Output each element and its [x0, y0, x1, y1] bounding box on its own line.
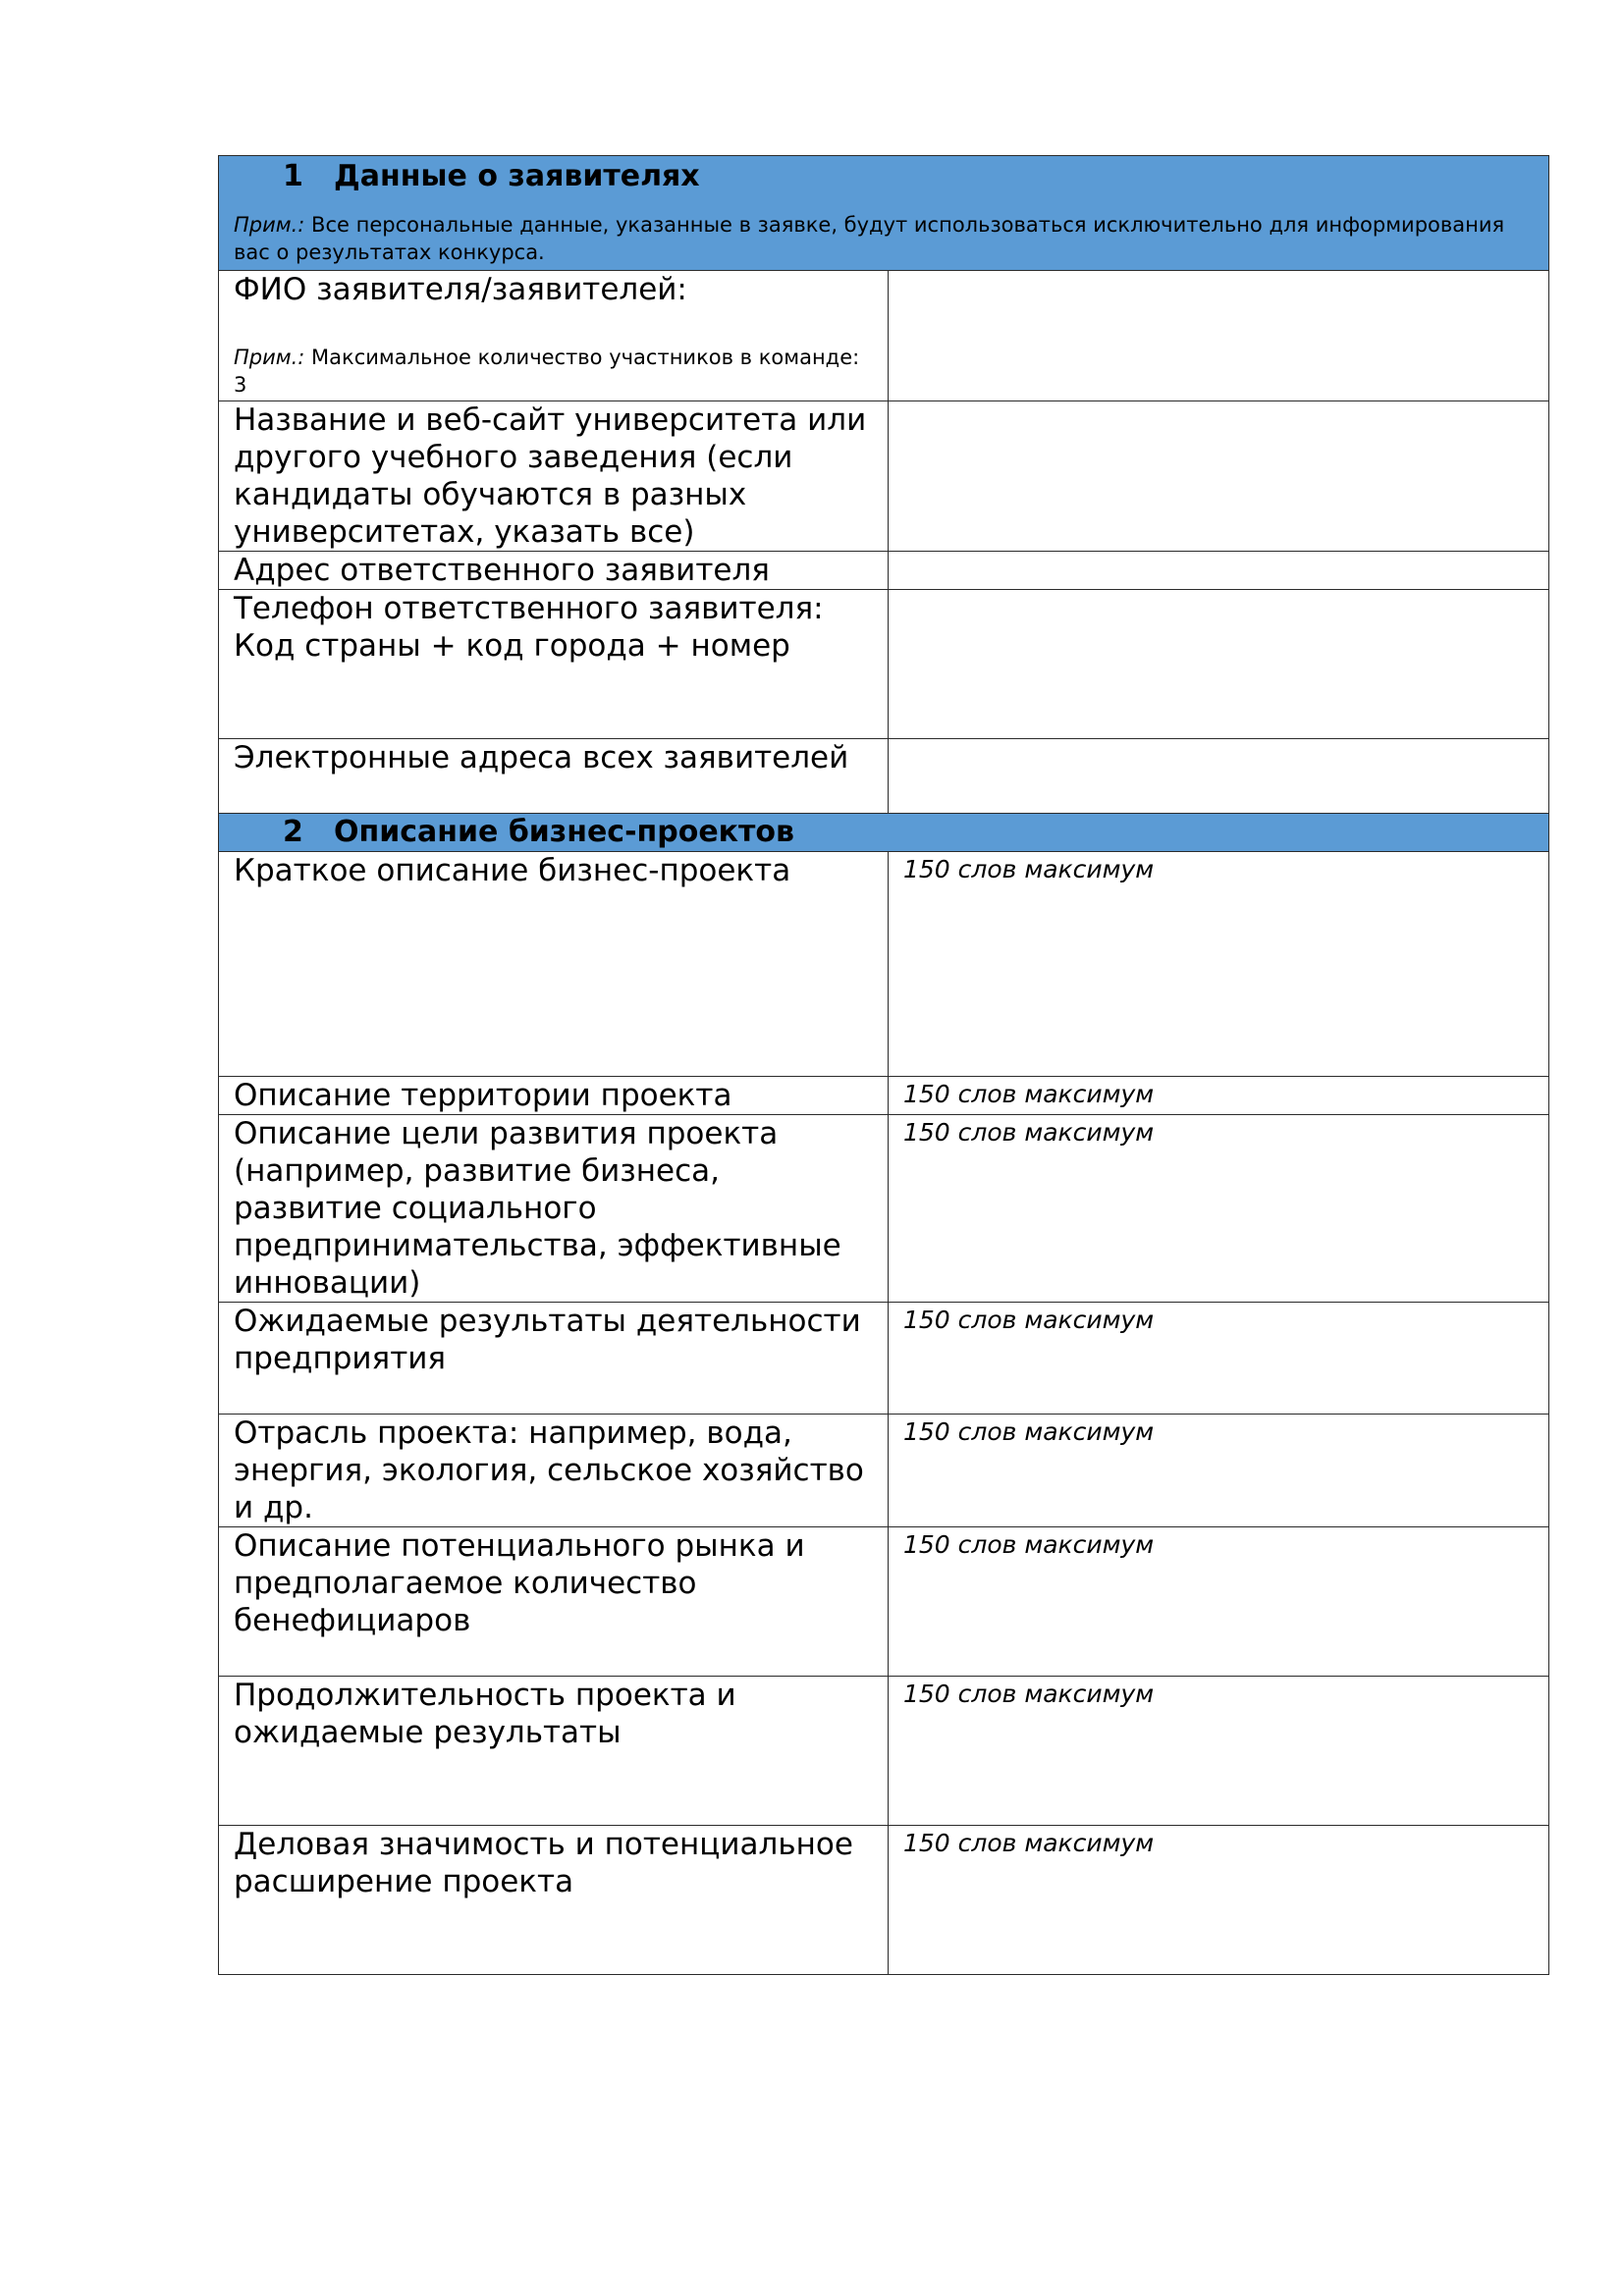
university-value-cell[interactable] [889, 401, 1549, 552]
applicant-names-note-prefix: Прим.: [234, 346, 305, 369]
section-2-title [234, 814, 1534, 851]
applicant-names-note [234, 344, 873, 399]
phone-label-cell [219, 590, 889, 739]
university-row [219, 401, 1549, 552]
emails-label: Электронные адреса всех заявителей [234, 740, 849, 775]
section-2-header-cell [219, 814, 1549, 852]
section-1-note-text: Все персональные данные, указанные в заявке, будут использоваться исключительно для информирования вас о результатах конкурса. [234, 213, 1505, 264]
emails-value-cell[interactable] [889, 739, 1549, 814]
project-duration-label: Продолжительность проекта и ожидаемые результаты [234, 1678, 736, 1750]
applicant-names-value-cell[interactable] [889, 271, 1549, 401]
project-goal-value-cell[interactable] [889, 1115, 1549, 1303]
expected-results-row [219, 1303, 1549, 1415]
potential-market-value-cell[interactable] [889, 1527, 1549, 1677]
project-goal-label: Описание цели развития проекта (например, развитие бизнеса, развитие социального предпринимательства, эффективные инновации) [234, 1116, 841, 1301]
project-duration-hint: 150 слов максимум [903, 1680, 1155, 1708]
business-significance-row [219, 1826, 1549, 1975]
potential-market-hint: 150 слов максимум [903, 1530, 1155, 1559]
project-goal-row [219, 1115, 1549, 1303]
business-significance-label: Деловая значимость и потенциальное расширение проекта [234, 1827, 853, 1899]
expected-results-hint: 150 слов максимум [903, 1306, 1155, 1334]
project-summary-row [219, 852, 1549, 1077]
business-significance-label-cell [219, 1826, 889, 1975]
section-1-header-cell [219, 156, 1549, 271]
section-2-number: 2 [283, 815, 303, 849]
project-territory-value-cell[interactable] [889, 1077, 1549, 1115]
project-summary-label-cell [219, 852, 889, 1077]
address-label-cell [219, 552, 889, 590]
phone-row [219, 590, 1549, 739]
potential-market-label: Описание потенциального рынка и предполагаемое количество бенефициаров [234, 1528, 805, 1638]
expected-results-label-cell [219, 1303, 889, 1415]
address-row [219, 552, 1549, 590]
emails-label-cell [219, 739, 889, 814]
section-1-title-text: Данные о заявителях [334, 159, 700, 193]
project-summary-hint: 150 слов максимум [903, 855, 1155, 883]
address-label: Адрес ответственного заявителя [234, 553, 770, 588]
section-1-note [234, 211, 1534, 266]
section-1-number: 1 [283, 159, 303, 193]
project-duration-value-cell[interactable] [889, 1677, 1549, 1826]
phone-label: Телефон ответственного заявителя: Код страны + код города + номер [234, 591, 824, 664]
project-summary-label: Краткое описание бизнес-проекта [234, 853, 791, 888]
section-2-header [219, 814, 1549, 852]
application-form-table [218, 155, 1549, 1975]
applicant-names-note-text: Максимальное количество участников в команде: 3 [234, 346, 860, 397]
section-1-title [234, 158, 1534, 195]
university-label-cell [219, 401, 889, 552]
applicant-names-label-cell [219, 271, 889, 401]
business-significance-hint: 150 слов максимум [903, 1829, 1155, 1857]
project-industry-value-cell[interactable] [889, 1415, 1549, 1527]
expected-results-label: Ожидаемые результаты деятельности предприятия [234, 1304, 861, 1376]
project-territory-label-cell [219, 1077, 889, 1115]
project-industry-row [219, 1415, 1549, 1527]
project-territory-row [219, 1077, 1549, 1115]
section-1-note-prefix: Прим.: [234, 213, 305, 237]
applicant-names-row [219, 271, 1549, 401]
project-goal-hint: 150 слов максимум [903, 1118, 1155, 1147]
section-2-title-text: Описание бизнес-проектов [334, 815, 795, 849]
business-significance-value-cell[interactable] [889, 1826, 1549, 1975]
address-value-cell[interactable] [889, 552, 1549, 590]
expected-results-value-cell[interactable] [889, 1303, 1549, 1415]
applicant-names-label: ФИО заявителя/заявителей: [234, 272, 687, 307]
project-duration-label-cell [219, 1677, 889, 1826]
potential-market-row [219, 1527, 1549, 1677]
project-territory-hint: 150 слов максимум [903, 1080, 1155, 1108]
project-territory-label: Описание территории проекта [234, 1078, 732, 1113]
project-goal-label-cell [219, 1115, 889, 1303]
phone-value-cell[interactable] [889, 590, 1549, 739]
potential-market-label-cell [219, 1527, 889, 1677]
section-1-header [219, 156, 1549, 271]
project-industry-label-cell [219, 1415, 889, 1527]
emails-row [219, 739, 1549, 814]
project-duration-row [219, 1677, 1549, 1826]
project-industry-hint: 150 слов максимум [903, 1417, 1155, 1446]
project-summary-value-cell[interactable] [889, 852, 1549, 1077]
university-label: Название и веб-сайт университета или другого учебного заведения (если кандидаты обучаются в разных университетах, указать все) [234, 402, 867, 550]
project-industry-label: Отрасль проекта: например, вода, энергия, экология, сельское хозяйство и др. [234, 1415, 864, 1525]
